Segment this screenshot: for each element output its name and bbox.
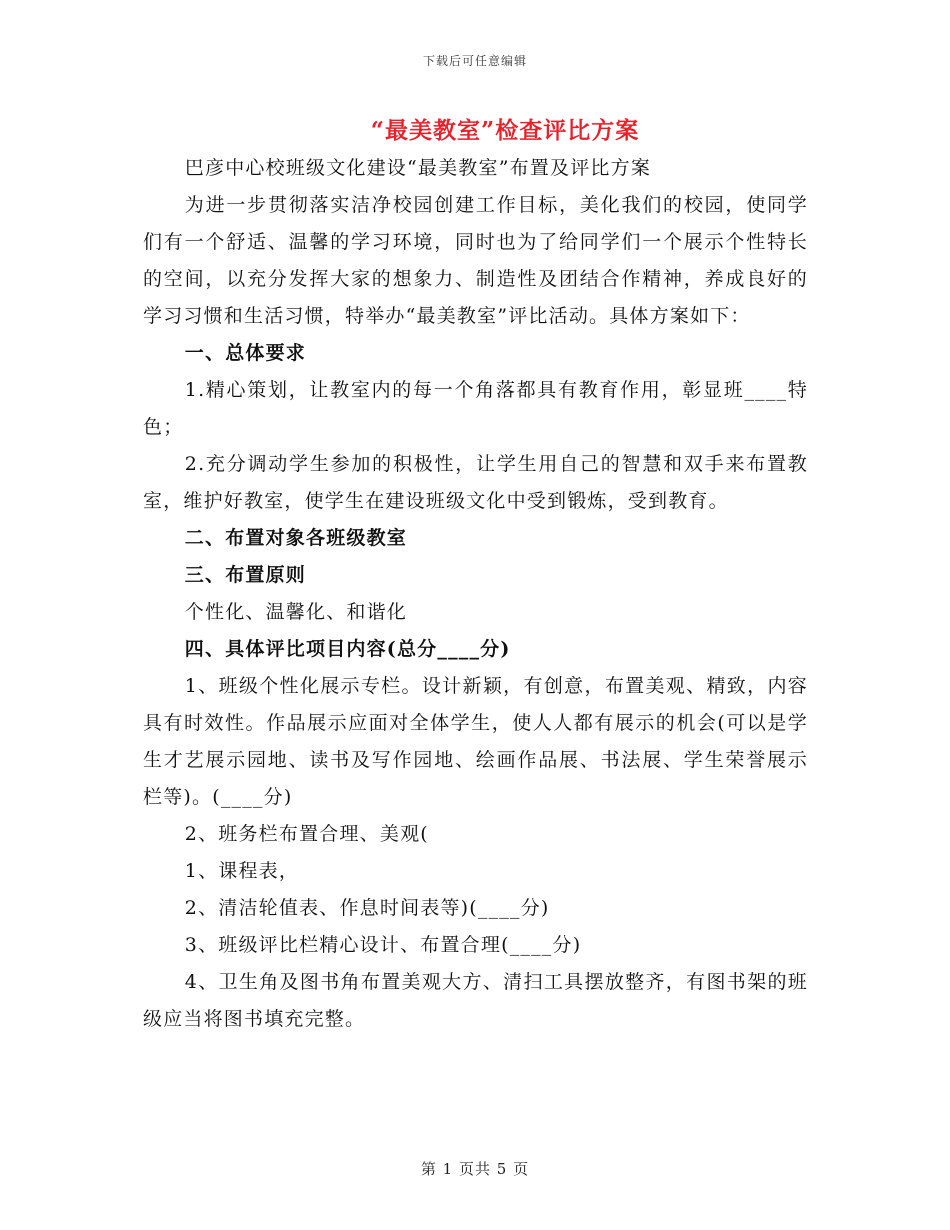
section-heading-items: 四、具体评比项目内容(总分____分) [184,638,511,660]
document-body [143,150,808,1038]
paragraph-principles: 个性化、温馨化、和谐化 [184,601,407,623]
paragraph-item-5: 3、班级评比栏精心设计、布置合理(____分) [184,934,582,956]
page-indicator: 第 1 页共 5 页 [420,1160,530,1178]
paragraph-item-2: 2、班务栏布置合理、美观( [184,823,429,845]
paragraph-item-1: 1、班级个性化展示专栏。设计新颖，有创意，布置美观、精致，内容具有时效性。作品展示应面对全体学生，使人人都有展示的机会(可以是学生才艺展示园地、读书及写作园地、绘画作品展、书法展、学生荣誉展示栏等)。(____分) [143,675,808,808]
header-note: 下载后可任意编辑 [422,54,527,68]
section-heading-general: 一、总体要求 [184,342,306,364]
paragraph-requirement-1: 1.精心策划，让教室内的每一个角落都具有教育作用，彰显班____特色； [143,379,808,438]
section-heading-principles: 三、布置原则 [184,564,306,586]
paragraph-item-4: 2、清洁轮值表、作息时间表等)(____分) [184,897,550,919]
document-subtitle: 巴彦中心校班级文化建设“最美教室”布置及评比方案 [184,157,652,179]
paragraph-requirement-2: 2.充分调动学生参加的积极性，让学生用自己的智慧和双手来布置教室，维护好教室，使学生在建设班级文化中受到锻炼，受到教育。 [143,453,808,512]
intro-paragraph: 为进一步贯彻落实洁净校园创建工作目标，美化我们的校园，使同学们有一个舒适、温馨的学习环境，同时也为了给同学们一个展示个性特长的空间，以充分发挥大家的想象力、制造性及团结合作精神，养成良好的学习习惯和生活习惯，特举办“最美教室”评比活动。具体方案如下： [143,194,808,327]
paragraph-item-3: 1、课程表， [184,860,300,882]
paragraph-item-6: 4、卫生角及图书角布置美观大方、清扫工具摆放整齐，有图书架的班级应当将图书填充完整。 [143,971,808,1030]
section-heading-target: 二、布置对象各班级教室 [184,527,407,549]
document-title: “最美教室”检查评比方案 [370,117,640,144]
